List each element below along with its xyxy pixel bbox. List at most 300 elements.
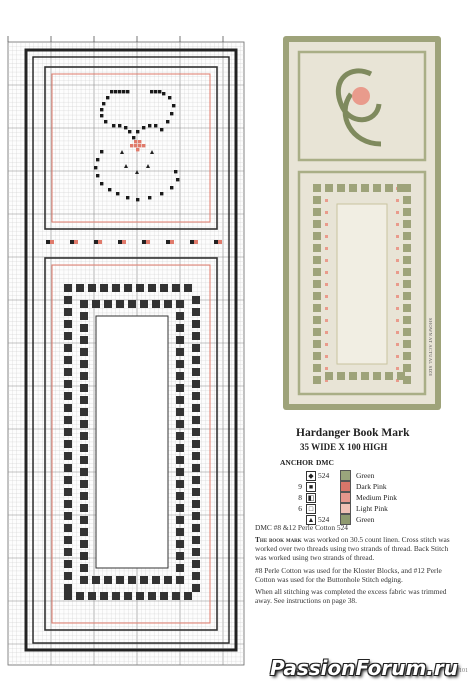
chart-kloster-block	[176, 324, 184, 332]
chart-stitch-dark	[176, 178, 179, 181]
chart-kloster-block	[192, 500, 200, 508]
chart-band-dot	[214, 240, 218, 244]
photo-pink-dot	[325, 271, 328, 274]
chart-kloster-block	[128, 300, 136, 308]
chart-kloster-block	[80, 372, 88, 380]
chart-kloster-block	[64, 488, 72, 496]
chart-band-dot	[46, 240, 50, 244]
chart-stitch-dark	[162, 92, 165, 95]
chart-kloster-block	[116, 300, 124, 308]
chart-kloster-block	[192, 308, 200, 316]
photo-block	[313, 244, 321, 252]
legend-name: Medium Pink	[356, 493, 398, 502]
photo-block	[403, 208, 411, 216]
chart-kloster-block	[116, 576, 124, 584]
photo-block	[313, 304, 321, 312]
photo-pink-dot	[396, 211, 399, 214]
chart-stitch-pink	[138, 140, 141, 143]
chart-stitch-pink	[142, 144, 145, 147]
anchor-header: ANCHOR	[280, 458, 314, 467]
chart-stitch-dark	[96, 174, 99, 177]
chart-kloster-block	[112, 592, 120, 600]
photo-pink-dot	[396, 367, 399, 370]
dmc-header: DMC	[316, 458, 334, 467]
legend-swatch	[340, 492, 351, 503]
chart-kloster-block	[80, 444, 88, 452]
chart-kloster-block	[80, 504, 88, 512]
chart-stitch-dark	[126, 90, 129, 93]
chart-stitch-dark	[160, 192, 163, 195]
chart-kloster-block	[184, 592, 192, 600]
photo-pink-dot	[396, 283, 399, 286]
chart-kloster-block	[80, 480, 88, 488]
chart-kloster-block	[192, 296, 200, 304]
chart-kloster-block	[192, 428, 200, 436]
chart-kloster-block	[192, 332, 200, 340]
chart-kloster-block	[80, 540, 88, 548]
photo-block	[373, 184, 381, 192]
chart-stitch-dark	[154, 124, 157, 127]
photo-pink-dot	[396, 295, 399, 298]
chart-kloster-block	[176, 384, 184, 392]
chart-stitch-dark	[168, 96, 171, 99]
chart-kloster-block	[136, 284, 144, 292]
legend-symbol: ◧	[307, 494, 315, 502]
photo-block	[403, 196, 411, 204]
chart-stitch-dark	[170, 186, 173, 189]
chart-kloster-block	[192, 488, 200, 496]
chart-kloster-block	[64, 584, 72, 592]
chart-kloster-block	[140, 300, 148, 308]
pattern-title: Hardanger Book Mark	[296, 427, 410, 439]
chart-stitch-pink	[138, 144, 141, 147]
chart-kloster-block	[176, 444, 184, 452]
legend-row	[268, 470, 468, 481]
bookmark-photo	[281, 34, 443, 412]
chart-stitch-dark	[158, 90, 161, 93]
photo-pink-dot	[325, 307, 328, 310]
chart-kloster-block	[88, 284, 96, 292]
photo-block	[403, 232, 411, 240]
chart-kloster-block	[192, 464, 200, 472]
photo-block	[313, 328, 321, 336]
chart-kloster-block	[64, 440, 72, 448]
paragraph-text: When all stitching was completed the excess fabric was trimmed away. See instructions on page 38.	[255, 587, 447, 606]
photo-block	[403, 364, 411, 372]
chart-kloster-block	[152, 576, 160, 584]
chart-kloster-block	[192, 560, 200, 568]
legend-name: Green	[356, 471, 375, 480]
photo-block	[313, 340, 321, 348]
photo-block	[403, 316, 411, 324]
chart-kloster-block	[176, 504, 184, 512]
paragraph-text: #8 Perle Cotton was used for the Kloster Blocks, and #12 Perle Cotton was used for the Buttonhole Stitch edging.	[255, 565, 442, 584]
chart-kloster-block	[100, 592, 108, 600]
chart-kloster-block	[64, 332, 72, 340]
chart-band-dot	[166, 240, 170, 244]
legend-name: Green	[356, 515, 375, 524]
photo-pink-dot	[325, 331, 328, 334]
chart-stitch-dark	[148, 124, 151, 127]
photo-block	[313, 232, 321, 240]
chart-kloster-block	[104, 576, 112, 584]
chart-kloster-block	[80, 564, 88, 572]
chart-kloster-block	[64, 356, 72, 364]
photo-block	[313, 316, 321, 324]
chart-kloster-block	[192, 356, 200, 364]
chart-kloster-block	[176, 300, 184, 308]
chart-stitch-dark	[100, 108, 103, 111]
chart-kloster-block	[64, 524, 72, 532]
chart-kloster-block	[64, 368, 72, 376]
actual-size-note: SHOWN AT ACTUAL SIZE	[428, 318, 433, 377]
chart-stitch-dark	[174, 170, 177, 173]
legend-anchor: 6	[298, 504, 302, 513]
photo-block	[361, 372, 369, 380]
chart-kloster-block	[140, 576, 148, 584]
chart-kloster-block	[76, 592, 84, 600]
chart-kloster-block	[176, 420, 184, 428]
photo-pink-dot	[396, 331, 399, 334]
photo-block	[337, 372, 345, 380]
photo-pink-dot	[325, 247, 328, 250]
chart-kloster-block	[176, 540, 184, 548]
chart-kloster-block	[176, 468, 184, 476]
photo-block	[313, 184, 321, 192]
watermark-logo: PassionForum.ru	[269, 656, 458, 680]
chart-kloster-block	[64, 536, 72, 544]
legend-dmc: 524	[318, 471, 330, 480]
chart-stitch-dark	[110, 90, 113, 93]
photo-block	[325, 184, 333, 192]
chart-kloster-block	[192, 524, 200, 532]
instructions-text	[255, 535, 460, 608]
legend-symbol: ◆	[306, 471, 316, 481]
chart-kloster-block	[176, 480, 184, 488]
chart-band-dot-pink	[50, 240, 54, 244]
chart-kloster-block	[64, 320, 72, 328]
chart-kloster-block	[80, 360, 88, 368]
legend-symbol: □	[306, 504, 316, 514]
chart-kloster-block	[164, 576, 172, 584]
photo-pink-dot	[396, 199, 399, 202]
chart-kloster-block	[64, 392, 72, 400]
chart-kloster-block	[176, 360, 184, 368]
chart-kloster-block	[80, 384, 88, 392]
chart-kloster-block	[192, 476, 200, 484]
chart-stitch-dark	[102, 102, 105, 105]
chart-kloster-block	[176, 312, 184, 320]
chart-kloster-block	[80, 300, 88, 308]
chart-kloster-block	[184, 284, 192, 292]
photo-block	[313, 292, 321, 300]
chart-kloster-block	[176, 336, 184, 344]
chart-kloster-block	[192, 320, 200, 328]
legend-swatch	[340, 503, 351, 514]
photo-pink-dot	[325, 283, 328, 286]
chart-kloster-block	[192, 368, 200, 376]
photo-block	[349, 372, 357, 380]
chart-band-dot-pink	[218, 240, 222, 244]
legend-row	[268, 481, 468, 492]
chart-stitch-pink	[134, 144, 137, 147]
chart-kloster-block	[176, 576, 184, 584]
chart-kloster-block	[176, 372, 184, 380]
photo-block	[313, 208, 321, 216]
chart-band-dot	[94, 240, 98, 244]
photo-pink-dot	[325, 259, 328, 262]
chart-kloster-block	[104, 300, 112, 308]
chart-stitch-dark	[116, 192, 119, 195]
photo-block	[397, 184, 405, 192]
photo-block	[403, 340, 411, 348]
chart-kloster-block	[172, 284, 180, 292]
photo-pink-dot	[396, 271, 399, 274]
legend-symbol: ▲	[307, 516, 315, 524]
legend-name: Dark Pink	[356, 482, 387, 491]
chart-kloster-block	[64, 284, 72, 292]
chart-kloster-block	[192, 344, 200, 352]
chart-stitch-pink	[130, 144, 133, 147]
chart-kloster-block	[92, 300, 100, 308]
photo-pink-dot	[396, 235, 399, 238]
photo-block	[403, 220, 411, 228]
photo-pink-dot	[396, 355, 399, 358]
chart-kloster-block	[176, 408, 184, 416]
chart-kloster-block	[192, 584, 200, 592]
photo-block	[403, 256, 411, 264]
chart-stitch-dark	[118, 124, 121, 127]
legend-row	[268, 503, 468, 514]
chart-stitch-dark	[104, 120, 107, 123]
instruction-paragraph	[255, 566, 460, 584]
chart-stitch-dark	[100, 182, 103, 185]
chart-kloster-block	[176, 516, 184, 524]
chart-kloster-block	[80, 420, 88, 428]
chart-stitch-dark	[106, 96, 109, 99]
photo-block	[385, 184, 393, 192]
chart-stitch-dark	[154, 90, 157, 93]
photo-flower	[352, 87, 370, 105]
chart-kloster-block	[92, 576, 100, 584]
chart-kloster-block	[192, 392, 200, 400]
chart-kloster-block	[176, 564, 184, 572]
chart-kloster-block	[192, 416, 200, 424]
photo-pink-dot	[396, 223, 399, 226]
chart-stitch-dark	[136, 130, 139, 133]
photo-block	[373, 372, 381, 380]
photo-pink-dot	[396, 307, 399, 310]
chart-kloster-block	[80, 456, 88, 464]
legend-anchor: 9	[298, 482, 302, 491]
photo-block	[403, 280, 411, 288]
chart-stitch-dark	[100, 114, 103, 117]
chart-band-dot-pink	[170, 240, 174, 244]
chart-stitch-dark	[108, 188, 111, 191]
chart-kloster-block	[64, 296, 72, 304]
chart-kloster-block	[80, 516, 88, 524]
photo-pink-dot	[325, 199, 328, 202]
photo-pink-dot	[325, 223, 328, 226]
photo-block	[325, 372, 333, 380]
photo-block	[403, 268, 411, 276]
legend-dmc: 524	[318, 515, 330, 524]
perle-cotton-line: DMC #8 &12 Perle Cotton 524	[255, 523, 348, 532]
photo-block	[313, 196, 321, 204]
chart-kloster-block	[176, 492, 184, 500]
chart-band-dot-pink	[74, 240, 78, 244]
chart-kloster-block	[80, 348, 88, 356]
photo-window	[337, 204, 387, 364]
chart-kloster-block	[192, 548, 200, 556]
photo-block	[403, 244, 411, 252]
photo-block	[313, 364, 321, 372]
chart-kloster-block	[176, 552, 184, 560]
photo-block	[361, 184, 369, 192]
photo-block	[313, 376, 321, 384]
chart-stitch-dark	[166, 120, 169, 123]
chart-band-dot-pink	[194, 240, 198, 244]
chart-kloster-block	[136, 592, 144, 600]
photo-pink-dot	[396, 319, 399, 322]
photo-pink-dot	[325, 319, 328, 322]
chart-kloster-block	[64, 344, 72, 352]
chart-band-dot	[142, 240, 146, 244]
chart-stitch-dark	[148, 196, 151, 199]
chart-kloster-block	[148, 592, 156, 600]
chart-kloster-block	[64, 572, 72, 580]
chart-open-window	[96, 316, 168, 568]
chart-stitch-dark	[100, 150, 103, 153]
chart-stitch-dark	[126, 196, 129, 199]
photo-block	[403, 292, 411, 300]
chart-stitch-dark	[150, 90, 153, 93]
chart-kloster-block	[176, 528, 184, 536]
chart-kloster-block	[192, 452, 200, 460]
chart-stitch-dark	[94, 166, 97, 169]
chart-kloster-block	[80, 396, 88, 404]
legend-anchor: 8	[298, 493, 302, 502]
chart-stitch-dark	[136, 198, 139, 201]
photo-block	[385, 372, 393, 380]
photo-block	[403, 304, 411, 312]
chart-kloster-block	[124, 592, 132, 600]
photo-block	[313, 256, 321, 264]
chart-kloster-block	[100, 284, 108, 292]
chart-stitch-dark	[112, 124, 115, 127]
chart-kloster-block	[192, 512, 200, 520]
photo-pink-dot	[325, 295, 328, 298]
page-number: 101	[459, 668, 468, 674]
legend-symbol: ■	[306, 482, 316, 492]
chart-band-dot-pink	[122, 240, 126, 244]
chart-kloster-block	[80, 576, 88, 584]
chart-kloster-block	[64, 476, 72, 484]
chart-kloster-block	[64, 592, 72, 600]
photo-block	[337, 184, 345, 192]
chart-kloster-block	[80, 432, 88, 440]
chart-stitch-dark	[172, 104, 175, 107]
chart-kloster-block	[76, 284, 84, 292]
chart-kloster-block	[80, 528, 88, 536]
chart-kloster-block	[80, 336, 88, 344]
chart-stitch-dark	[142, 126, 145, 129]
chart-kloster-block	[88, 592, 96, 600]
chart-stitch-dark	[170, 112, 173, 115]
chart-kloster-block	[148, 284, 156, 292]
chart-kloster-block	[80, 408, 88, 416]
chart-kloster-block	[152, 300, 160, 308]
photo-block	[313, 280, 321, 288]
photo-block	[313, 352, 321, 360]
chart-kloster-block	[80, 552, 88, 560]
legend-name: Light Pink	[356, 504, 388, 513]
chart-kloster-block	[128, 576, 136, 584]
chart-kloster-block	[80, 324, 88, 332]
chart-stitch-dark	[128, 130, 131, 133]
chart-kloster-block	[64, 404, 72, 412]
chart-stitch-dark	[124, 126, 127, 129]
photo-pink-dot	[325, 343, 328, 346]
photo-block	[397, 372, 405, 380]
chart-kloster-block	[64, 500, 72, 508]
chart-kloster-block	[64, 380, 72, 388]
chart-band-dot	[118, 240, 122, 244]
instruction-paragraph	[255, 587, 460, 605]
chart-kloster-block	[164, 300, 172, 308]
chart-kloster-block	[64, 560, 72, 568]
pattern-size: 35 WIDE X 100 HIGH	[300, 442, 388, 452]
chart-stitch-pink	[136, 148, 139, 151]
chart-stitch-pink	[134, 140, 137, 143]
photo-pink-dot	[325, 355, 328, 358]
chart-kloster-block	[160, 592, 168, 600]
chart-band-dot-pink	[146, 240, 150, 244]
photo-block	[349, 184, 357, 192]
legend-row	[268, 492, 468, 503]
chart-stitch-dark	[114, 90, 117, 93]
chart-kloster-block	[192, 440, 200, 448]
chart-kloster-block	[192, 404, 200, 412]
chart-kloster-block	[64, 464, 72, 472]
chart-kloster-block	[124, 284, 132, 292]
photo-pink-dot	[325, 367, 328, 370]
chart-band-dot-pink	[98, 240, 102, 244]
chart-kloster-block	[176, 432, 184, 440]
photo-pink-dot	[396, 247, 399, 250]
chart-stitch-dark	[122, 90, 125, 93]
photo-pink-dot	[325, 235, 328, 238]
photo-block	[313, 268, 321, 276]
chart-band-dot	[190, 240, 194, 244]
photo-pink-dot	[325, 211, 328, 214]
chart-kloster-block	[64, 308, 72, 316]
chart-kloster-block	[64, 452, 72, 460]
photo-block	[403, 352, 411, 360]
chart-kloster-block	[172, 592, 180, 600]
legend-swatch	[340, 470, 351, 481]
chart-stitch-dark	[160, 128, 163, 131]
chart-kloster-block	[64, 416, 72, 424]
chart-kloster-block	[64, 512, 72, 520]
chart-kloster-block	[176, 456, 184, 464]
chart-kloster-block	[192, 380, 200, 388]
photo-block	[313, 220, 321, 228]
paragraph-text: was worked on 30.5 count linen. Cross stitch was worked over two threads using two strands of thread. Back Stitch was worked using two strands of thread.	[255, 535, 450, 563]
chart-kloster-block	[80, 492, 88, 500]
photo-pink-dot	[396, 343, 399, 346]
chart-kloster-block	[192, 536, 200, 544]
